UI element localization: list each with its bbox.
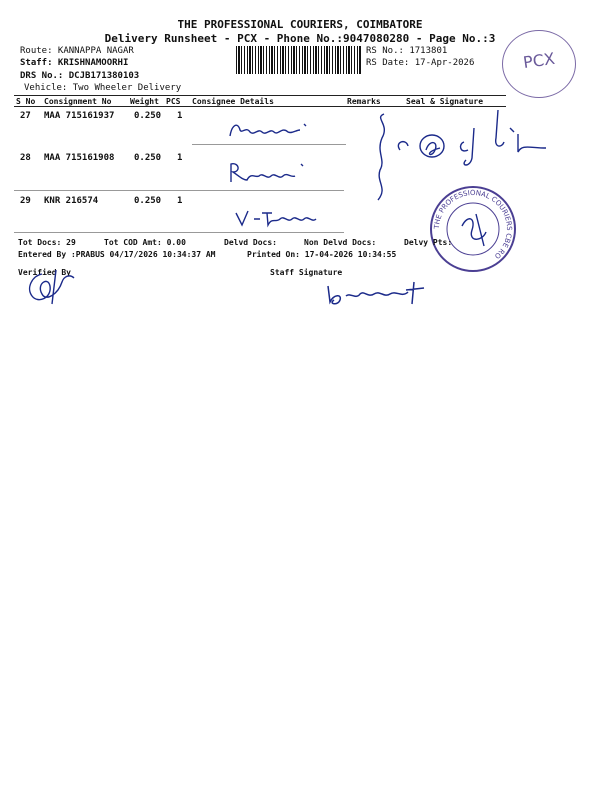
row-rule: [14, 190, 344, 191]
rs-date: RS Date: 17-Apr-2026: [366, 58, 475, 68]
row-consignment: MAA 715161937: [44, 111, 115, 121]
handwritten-name: [220, 116, 330, 144]
handwritten-name: [225, 158, 325, 186]
pcx-stamp: [502, 30, 576, 98]
col-sno: S No: [16, 97, 36, 106]
staff-signature-label: Staff Signature: [270, 268, 343, 277]
table-header-rule: [14, 106, 506, 107]
verified-by-label: Verified By: [18, 268, 71, 277]
seal-text: THE PROFESSIONAL COURIERS CBE RO: [432, 188, 514, 261]
drs-number: DRS No.: DCJB171380103: [20, 71, 140, 81]
row-rule: [14, 232, 344, 233]
row-consignment: KNR 216574: [44, 196, 99, 206]
row-sno: 29: [20, 196, 31, 206]
delvy-pts: Delvy Pts:: [404, 238, 453, 247]
row-pcs: 1: [177, 153, 183, 163]
row-sno: 28: [20, 153, 31, 163]
runsheet-title: Delivery Runsheet - PCX - Phone No.:9047080280 - Page No.:3: [104, 32, 496, 45]
rs-number: RS No.: 1713801: [366, 46, 448, 56]
verified-signature: [22, 264, 82, 308]
row-consignment: MAA 715161908: [44, 153, 115, 163]
vehicle-label: Vehicle: Two Wheeler Delivery: [24, 83, 182, 93]
company-title: THE PROFESSIONAL COURIERS, COIMBATORE: [177, 18, 423, 31]
entered-by: Entered By :PRABUS 04/17/2026 10:34:37 AM: [18, 250, 216, 259]
col-pcs: PCS: [166, 97, 181, 106]
pcx-stamp-text: PCX: [521, 48, 557, 73]
row-sno: 27: [20, 111, 31, 121]
printed-on: Printed On: 17-04-2026 10:34:55: [247, 250, 397, 259]
barcode: [236, 46, 362, 74]
staff-label: Staff: KRISHNAMOORHI: [20, 58, 129, 68]
row-pcs: 1: [177, 111, 183, 121]
handwritten-name: [230, 203, 330, 231]
route-label: Route: KANNAPPA NAGAR: [20, 46, 134, 56]
col-consignment: Consignment No: [44, 97, 112, 106]
tot-docs: Tot Docs: 29: [18, 238, 76, 247]
consignee-rule: [192, 144, 346, 145]
row-weight: 0.250: [134, 153, 162, 163]
company-seal-stamp: [428, 184, 518, 274]
non-delvd-docs: Non Delvd Docs:: [304, 238, 377, 247]
delvd-docs: Delvd Docs:: [224, 238, 277, 247]
row-weight: 0.250: [134, 196, 162, 206]
col-consignee: Consignee Details: [192, 97, 274, 106]
row-pcs: 1: [177, 196, 183, 206]
tot-cod-amt: Tot COD Amt: 0.00: [104, 238, 186, 247]
table-top-rule: [14, 95, 506, 96]
col-remarks: Remarks: [347, 97, 381, 106]
col-seal-signature: Seal & Signature: [406, 97, 484, 106]
row-weight: 0.250: [134, 111, 162, 121]
col-weight: Weight: [130, 97, 159, 106]
staff-signature: [320, 278, 450, 312]
